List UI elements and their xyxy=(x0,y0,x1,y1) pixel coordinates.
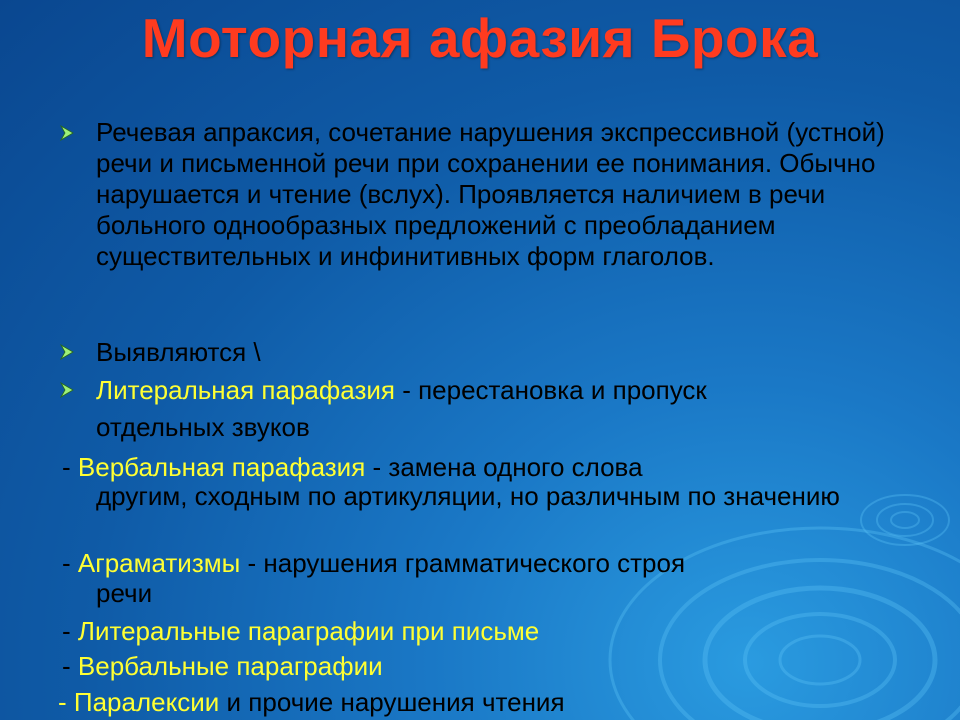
term-agrammatisms: Аграматизмы xyxy=(77,548,241,578)
dash: - xyxy=(62,452,78,482)
term-literal-paragraphia: Литеральные параграфии при письме xyxy=(77,616,540,646)
desc-literal-paraphasia-cont: отдельных звуков xyxy=(96,412,310,442)
term-verbal-paraphasia: Вербальная парафазия xyxy=(77,452,366,482)
item-verbal-paraphasia xyxy=(62,452,643,483)
chevron-arrow-icon xyxy=(58,380,78,400)
dash: - xyxy=(62,548,78,578)
paragraph-reveal: Выявляются \ xyxy=(96,337,261,367)
dash: - xyxy=(62,651,78,681)
desc-agrammatisms: - нарушения грамматического строя xyxy=(240,548,686,578)
dash: - xyxy=(62,616,78,646)
desc-literal-paraphasia: - перестановка и пропуск xyxy=(394,375,707,405)
slide-title: Моторная афазия Брока xyxy=(141,7,819,69)
desc-paralexia: и прочие нарушения чтения xyxy=(219,687,565,717)
item-paralexia xyxy=(58,687,565,718)
chevron-arrow-icon xyxy=(58,123,78,143)
item-literal-paraphasia xyxy=(96,375,707,406)
term-literal-paraphasia: Литеральная парафазия xyxy=(96,375,395,405)
item-literal-paragraphia xyxy=(62,616,539,647)
item-verbal-paragraphia xyxy=(62,651,383,682)
paragraph-definition: Речевая апраксия, сочетание нарушения экспрессивной (устной) речи и письменной речи при сохранении ее понимания. Обычно нарушается и чтение (вслух). Проявляется наличием в речи больного однообразных предложений с преобладанием существительных и инфинитивных форм глаголов. xyxy=(96,117,885,271)
desc-verbal-paraphasia-cont: другим, сходным по артикуляции, но различным по значению xyxy=(96,481,840,511)
item-agrammatisms xyxy=(62,548,685,579)
dash: - xyxy=(58,687,74,717)
desc-verbal-paraphasia: - замена одного слова xyxy=(365,452,643,482)
term-paralexia: Паралексии xyxy=(73,687,220,717)
term-verbal-paragraphia: Вербальные параграфии xyxy=(77,651,383,681)
desc-agrammatisms-cont: речи xyxy=(96,578,153,608)
chevron-arrow-icon xyxy=(58,342,78,362)
